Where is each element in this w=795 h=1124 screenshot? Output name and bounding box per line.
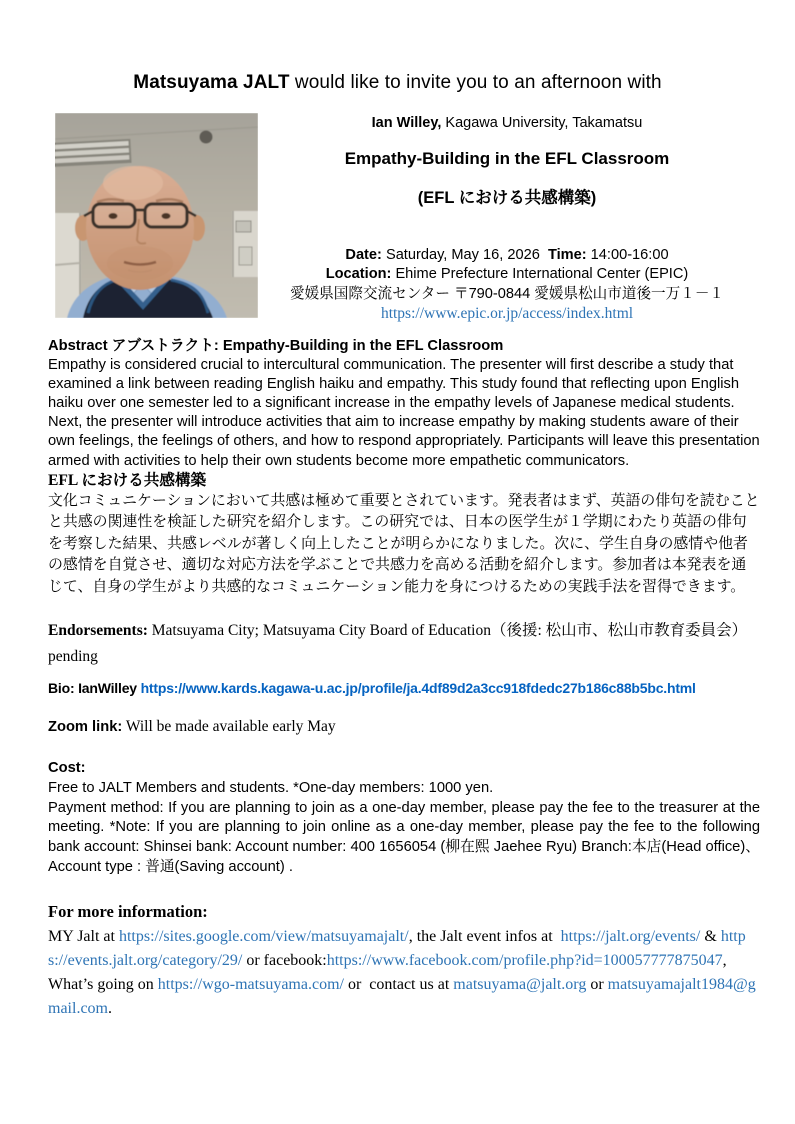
event-location bbox=[260, 265, 754, 284]
endorsements-line bbox=[48, 618, 760, 670]
text-segment: Kagawa University, Takamatsu bbox=[441, 115, 643, 131]
text-segment: would like to invite you to an afternoon with bbox=[289, 72, 662, 93]
text-segment: Matsuyama JALT bbox=[133, 72, 290, 93]
bio-profile-link[interactable]: https://www.kards.kagawa-u.ac.jp/profile/ja.4df89d2a3cc918fdedc27b186c88b5bc.html bbox=[140, 680, 696, 696]
text-segment: Ehime Prefecture International Center (EPIC) bbox=[391, 266, 689, 283]
text-segment: Ian Willey, bbox=[371, 115, 442, 131]
text-segment: or contact us at bbox=[343, 976, 454, 993]
more-info-heading: For more information: bbox=[48, 902, 208, 921]
text-segment: . bbox=[107, 1000, 112, 1017]
wgo-matsuyama-link[interactable]: https://wgo-matsuyama.com/ bbox=[157, 976, 344, 993]
event-date-time bbox=[260, 246, 754, 265]
text-segment: , What’s going on bbox=[48, 952, 731, 993]
zoom-link-line bbox=[48, 718, 760, 736]
abstract-section bbox=[48, 337, 760, 599]
page-title bbox=[0, 72, 795, 94]
abstract-body-japanese: 文化コミュニケーションにおいて共感は極めて重要とされています。発表者はまず、英語の俳句を読むことと共感の関連性を検証した研究を紹介します。この研究では、日本の医学生が１学期にわたり英語の俳句を考察した結果、共感レベルが著しく向上したことが明らかになりました。次に、学生自身の感情や他者の感情を自覚させ、適切な対応方法を学ぶことで共感力を高める活動を紹介します。参加者は本発表を通じて、自身の学生がより共感的なコミュニケーション能力を身につけるための実践手法を習得できます。 bbox=[48, 492, 760, 596]
jalt-events-category-link[interactable]: https://events.jalt.org/category/29/ bbox=[48, 928, 746, 969]
cost-heading: Cost: bbox=[48, 760, 86, 776]
text-segment: or facebook: bbox=[242, 952, 327, 969]
text-segment: Location: bbox=[325, 266, 392, 283]
text-segment: Endorsements: bbox=[48, 622, 148, 639]
talk-title: Empathy-Building in the EFL Classroom bbox=[344, 149, 670, 168]
myjalt-site-link[interactable]: https://sites.google.com/view/matsuyamajalt/ bbox=[118, 928, 409, 945]
text-segment: Matsuyama City; Matsuyama City Board of Education（後援: 松山市、松山市教育委員会）pending bbox=[48, 622, 748, 665]
event-address-japanese: 愛媛県国際交流センター 〒790-0844 愛媛県松山市道後一万１－１ bbox=[289, 285, 725, 302]
jalt-email-link[interactable]: matsuyama@jalt.org bbox=[453, 976, 587, 993]
epic-access-link[interactable]: https://www.epic.or.jp/access/index.html bbox=[380, 304, 634, 322]
cost-free-line: Free to JALT Members and students. *One-day members: 1000 yen. bbox=[48, 779, 494, 796]
text-segment: Zoom link: bbox=[48, 719, 123, 735]
text-segment: Saturday, May 16, 2026 bbox=[381, 247, 548, 263]
text-segment: , the Jalt event infos at bbox=[408, 928, 561, 945]
text-segment: MY Jalt at bbox=[48, 928, 119, 945]
cost-section bbox=[48, 759, 760, 878]
gmail-email-link[interactable]: matsuyamajalt1984@gmail.com bbox=[48, 976, 756, 1017]
more-info-section bbox=[48, 899, 762, 1021]
text-segment: 14:00-16:00 bbox=[586, 247, 669, 263]
event-details bbox=[260, 246, 754, 323]
text-segment: Will be made available early May bbox=[122, 718, 336, 735]
payment-paragraph: Payment method: If you are planning to join as a one-day member, please pay the fee to the treasurer at the meeting. *Note: If you are planning to join online as a one-day member, please pay the fee to the following bank account: Shinsei bank: Account number: 400 1656054 (柳在熙 Jaehee Ryu) Branch:本店(Head office)、 Account type : 普通(Saving account) . bbox=[48, 799, 760, 875]
jalt-events-link[interactable]: https://jalt.org/events/ bbox=[560, 928, 701, 945]
facebook-profile-link[interactable]: https://www.facebook.com/profile.php?id=100057777875047 bbox=[326, 952, 723, 969]
abstract-heading: Abstract アブストラクト: Empathy-Building in the EFL Classroom bbox=[48, 338, 504, 354]
speaker-photo-illustration bbox=[55, 113, 258, 318]
talk-title-japanese: (EFL における共感構築) bbox=[417, 189, 597, 207]
bio-line bbox=[48, 680, 763, 696]
abstract-heading-japanese: EFL における共感構築 bbox=[48, 471, 207, 489]
speaker-info bbox=[260, 112, 754, 322]
text-segment: Time: bbox=[547, 247, 587, 263]
more-info-body bbox=[48, 925, 762, 1021]
text-segment: Date: bbox=[345, 247, 382, 263]
text-segment: & bbox=[700, 928, 721, 945]
speaker-byline bbox=[260, 115, 754, 131]
text-segment: or bbox=[586, 976, 608, 993]
speaker-photo bbox=[55, 113, 258, 318]
abstract-body-english: Empathy is considered crucial to intercultural communication. The presenter will first describe a study that examined a link between reading English haiku and empathy. This study found that reflecting upon English haiku over one semester led to a significant increase in the empathy levels of Japanese medical students. Next, the presenter will introduce activities that aim to increase empathy by making students aware of their own feelings, the feelings of others, and how to respond appropriately. Participants will leave this presentation armed with activities to help their own students become more empathetic communicators. bbox=[48, 357, 760, 469]
text-segment: Bio: IanWilley bbox=[48, 680, 141, 696]
